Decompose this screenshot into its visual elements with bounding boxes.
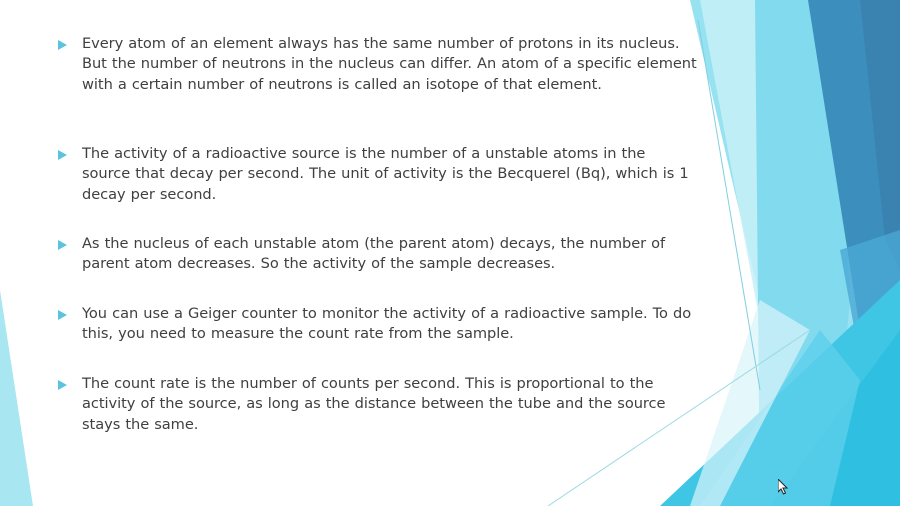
bullet-item-count-rate <box>57 374 697 435</box>
bullet-text: You can use a Geiger counter to monitor the activity of a radioactive sample. To do this, you need to measure the count rate from the sample. <box>82 305 692 343</box>
bullet-item-decay <box>57 234 697 275</box>
bullet-text: The count rate is the number of counts per second. This is proportional to the activity of the source, as long as the distance between the tube and the source stays the same. <box>82 375 666 433</box>
bullet-item-geiger-counter <box>57 304 697 345</box>
triangle-right-icon <box>57 374 82 390</box>
triangle-right-icon <box>57 144 82 160</box>
triangle-right-icon <box>57 304 82 320</box>
bullet-text: As the nucleus of each unstable atom (the parent atom) decays, the number of parent atom decreases. So the activity of the sample decreases. <box>82 235 666 273</box>
bullet-text: Every atom of an element always has the same number of protons in its nucleus. But the number of neutrons in the nucleus can differ. An atom of a specific element with a certain number of neutrons is called an isotope of that element. <box>82 35 697 93</box>
bullet-item-activity <box>57 144 697 205</box>
triangle-right-icon <box>57 34 82 50</box>
bullet-item-isotopes <box>57 34 697 95</box>
mouse-pointer-icon <box>778 479 789 499</box>
triangle-right-icon <box>57 234 82 250</box>
bullet-text: The activity of a radioactive source is the number of a unstable atoms in the source that decay per second. The unit of activity is the Becquerel (Bq), which is 1 decay per second. <box>82 145 689 203</box>
